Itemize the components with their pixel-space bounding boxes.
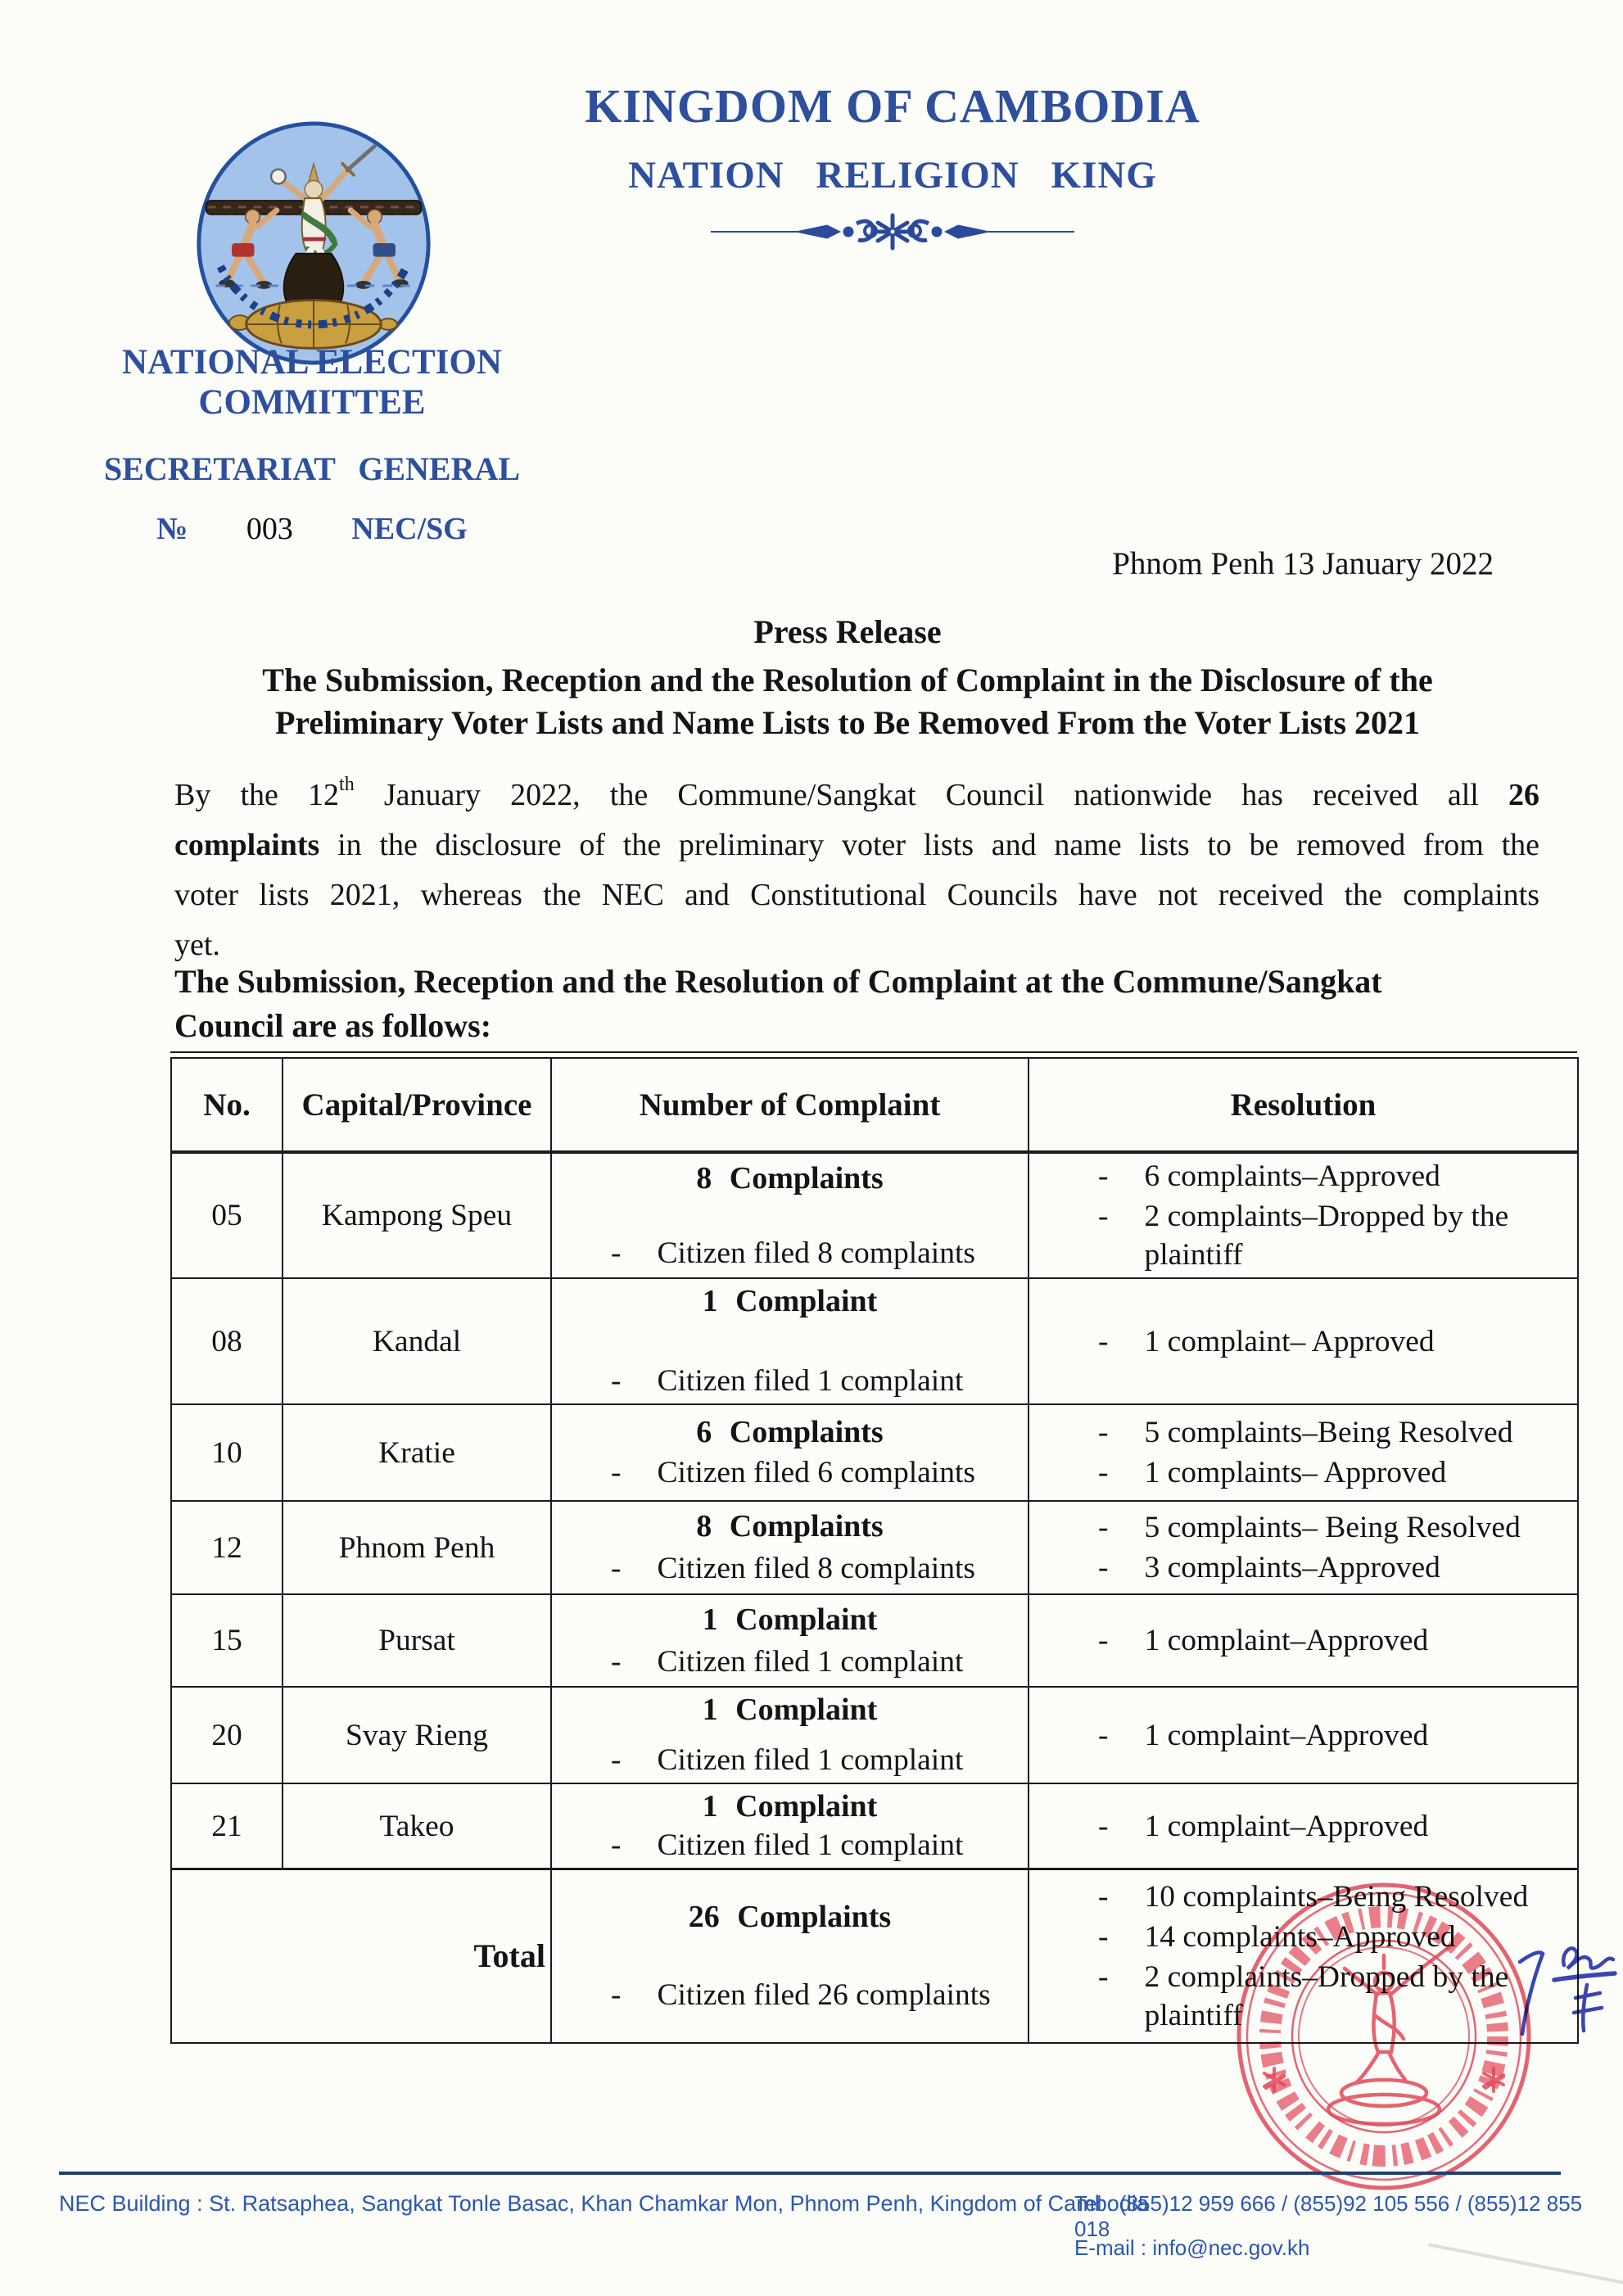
table-row-total: Total 26 Complaints - Citizen filed 26 complaints - 10 complaints–Being Resolved - 14 complaints–Approved - 2 complaints–Dropped by the plaintiff (171, 1869, 1578, 2043)
blue-ink-signature (1495, 1937, 1623, 2052)
resolution-item: 3 complaints–Approved (1144, 1551, 1440, 1584)
resolution-item: 1 complaint–Approved (1144, 1718, 1429, 1752)
secretariat-name: SECRETARIAT GENERAL (103, 450, 521, 487)
ref-no-symbol: № (156, 512, 188, 546)
resolution-item: 2 complaints–Dropped by the plaintiff (1144, 1200, 1509, 1272)
complaint-filed: Citizen filed 6 complaints (657, 1456, 975, 1489)
total-complaint-count: 26 Complaints (688, 1899, 892, 1934)
total-complaint-filed: Citizen filed 26 complaints (657, 1977, 991, 2012)
table-row-takeo: 21 Takeo 1 Complaint - Citizen filed 1 complaint - 1 complaint–Approved (171, 1783, 1578, 1869)
complaint-filed: Citizen filed 8 complaints (657, 1552, 975, 1585)
header-province: Capital/Province (283, 1058, 551, 1152)
resolution-item: 14 complaints–Approved (1144, 1919, 1456, 1954)
nec-emblem-logo (193, 120, 434, 367)
resolution-item: 1 complaint–Approved (1144, 1624, 1429, 1657)
table-row-kampong-speu: 05 Kampong Speu 8 Complaints - Citizen filed 8 complaints - 6 complaints–Approved - 2 complaints–Dropped by the plaintiff (171, 1152, 1578, 1278)
paragraph-line-1: By the 12th January 2022, the Commune/Sangkat Council nationwide has received all 26 (174, 774, 1539, 812)
resolution-item: 5 complaints– Being Resolved (1144, 1511, 1521, 1544)
paragraph-line-4: yet. (174, 928, 220, 962)
reference-line (23, 511, 601, 547)
table-row-pursat: 15 Pursat 1 Complaint - Citizen filed 1 complaint - 1 complaint–Approved (171, 1594, 1578, 1687)
footer-email: E-mail : info@nec.gov.kh (1074, 2235, 1310, 2260)
complaint-count: 1 Complaint (702, 1602, 878, 1637)
stamp-deity-figure (1328, 1946, 1451, 2124)
complaint-filed: Citizen filed 1 complaint (657, 1364, 964, 1398)
body-paragraph (174, 760, 1539, 970)
resolution-item: 1 complaints– Approved (1144, 1456, 1447, 1489)
title-line-2: Preliminary Voter Lists and Name Lists to Be Removed From the Voter Lists 2021 (274, 704, 1421, 741)
press-release-label: Press Release (753, 613, 942, 650)
resolution-item: 5 complaints–Being Resolved (1144, 1416, 1513, 1449)
complaint-filed: Citizen filed 1 complaint (657, 1828, 964, 1862)
press-release-title (176, 659, 1519, 744)
table-row-kratie: 10 Kratie 6 Complaints - Citizen filed 6 complaints - 5 complaints–Being Resolved - 1 complaints– Approved (171, 1404, 1578, 1501)
complaint-count: 6 Complaints (696, 1415, 884, 1449)
complaint-filed: Citizen filed 1 complaint (657, 1743, 964, 1777)
complaint-count: 8 Complaints (696, 1509, 884, 1543)
footer-telephone: Tel : (855)12 959 666 / (855)92 105 556 / (855)12 855 018 (1074, 2191, 1583, 2241)
resolution-item: 10 complaints–Being Resolved (1144, 1879, 1529, 1914)
resolution-item: 1 complaint–Approved (1144, 1809, 1429, 1843)
complaint-filed: Citizen filed 1 complaint (657, 1644, 964, 1679)
complaint-count: 1 Complaint (702, 1284, 878, 1318)
date-line: Phnom Penh 13 January 2022 (1112, 546, 1494, 581)
ref-number: 003 (246, 512, 293, 546)
scan-streak-artifact (1428, 2243, 1623, 2289)
paragraph-line-2: complaints in the disclosure of the preliminary voter lists and name lists to be removed from the (174, 828, 1539, 862)
complaint-count: 1 Complaint (702, 1693, 878, 1727)
resolution-item: 1 complaint– Approved (1144, 1324, 1435, 1358)
footer-rule (59, 2172, 1561, 2175)
section-heading-line-2: Council are as follows: (174, 1007, 492, 1044)
complaint-filed: Citizen filed 8 complaints (657, 1236, 975, 1270)
header-resolution: Resolution (1029, 1058, 1578, 1152)
ornament-divider (524, 209, 1261, 259)
agency-block (23, 342, 601, 547)
ordinal-superscript: th (339, 774, 355, 795)
total-label: Total (171, 1869, 551, 2043)
section-heading-line-1: The Submission, Reception and the Resolution of Complaint at the Commune/Sangkat (174, 963, 1382, 1000)
table-row-phnom-penh: 12 Phnom Penh 8 Complaints - Citizen filed 8 complaints - 5 complaints– Being Resolved - 3 complaints–Approved (171, 1501, 1578, 1594)
resolution-item: 2 complaints–Dropped by the plaintiff (1144, 1959, 1509, 2032)
footer-address: NEC Building : St. Ratsaphea, Sangkat Tonle Basac, Khan Chamkar Mon, Phnom Penh, Kingdom of Cambodia (59, 2191, 1149, 2216)
paragraph-line-3: voter lists 2021, whereas the NEC and Constitutional Councils have not received the complaints (174, 878, 1539, 912)
committee-name: NATIONAL ELECTION COMMITTEE (122, 343, 502, 422)
title-line-1: The Submission, Reception and the Resolution of Complaint in the Disclosure of the (262, 662, 1433, 698)
press-release-block (176, 612, 1519, 744)
kingdom-title: KINGDOM OF CAMBODIA (585, 79, 1200, 133)
table-header-row (171, 1058, 1578, 1152)
ref-code: NEC/SG (351, 512, 468, 546)
table-row-kandal: 08 Kandal 1 Complaint - Citizen filed 1 complaint - 1 complaint– Approved (171, 1278, 1578, 1404)
nec-red-stamp (1228, 1877, 1539, 2196)
header-complaints: Number of Complaint (551, 1058, 1029, 1152)
letterhead (524, 79, 1261, 259)
table-row-svay-rieng: 20 Svay Rieng 1 Complaint - Citizen filed 1 complaint - 1 complaint–Approved (171, 1687, 1578, 1783)
complaint-count: 8 Complaints (696, 1160, 884, 1195)
resolution-item: 6 complaints–Approved (1144, 1159, 1440, 1193)
section-heading (174, 960, 1550, 1048)
motto-title: NATION RELIGION KING (628, 154, 1157, 197)
complaint-count: 1 Complaint (702, 1789, 878, 1824)
header-no: No. (171, 1058, 283, 1152)
